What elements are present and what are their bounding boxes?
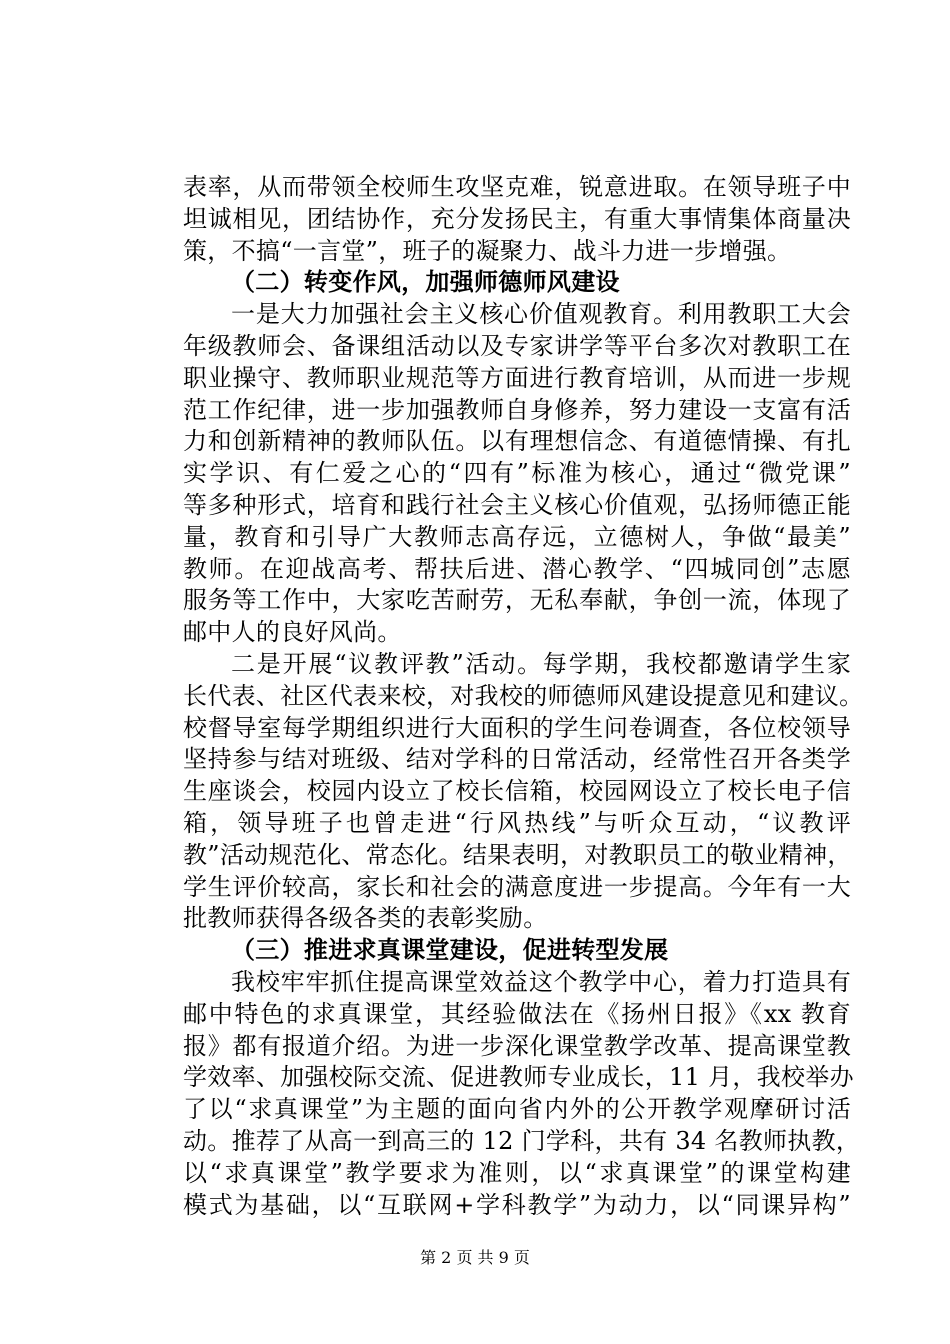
text-line: 二是开展“议教评教”活动。每学期，我校都邀请学生家 [231,649,851,678]
text-line: 邮中特色的求真课堂，其经验做法在《扬州日报》《xx 教育 [183,999,851,1028]
text-line: 教”活动规范化、常态化。结果表明，对教职员工的敬业精神， [183,840,852,869]
text-line: 报》都有报道介绍。为进一步深化课堂教学改革、提高课堂教 [183,1031,851,1060]
text-line: 以“求真课堂”教学要求为准则，以“求真课堂”的课堂构建 [183,1158,851,1187]
text-line: 动。推荐了从高一到高三的 12 门学科，共有 34 名教师执教， [183,1126,861,1155]
text-line: 年级教师会、备课组活动以及专家讲学等平台多次对教职工在 [183,331,851,360]
text-line: 校督导室每学期组织进行大面积的学生问卷调查，各位校领导 [183,713,851,742]
text-line: 等多种形式，培育和践行社会主义核心价值观，弘扬师德正能 [183,490,851,519]
text-line: 学效率、加强校际交流、促进教师专业成长，11 月，我校举办 [183,1063,854,1092]
text-line: 策，不搞“一言堂”，班子的凝聚力、战斗力进一步增强。 [183,236,792,265]
text-line: 批教师获得各级各类的表彰奖励。 [183,904,548,933]
text-line: 长代表、社区代表来校，对我校的师德师风建设提意见和建议。 [183,681,864,710]
text-line: 一是大力加强社会主义核心价值观教育。利用教职工大会 [231,300,851,329]
text-line: 坚持参与结对班级、结对学科的日常活动，经常性召开各类学 [183,745,851,774]
text-line: 教师。在迎战高考、帮扶后进、潜心教学、“四城同创”志愿 [183,554,851,583]
body-text [183,172,864,1221]
text-line: 表率，从而带领全校师生攻坚克难，锐意进取。在领导班子中 [183,173,851,201]
text-line: 职业操守、教师职业规范等方面进行教育培训，从而进一步规 [183,363,851,392]
text-line: 生座谈会，校园内设立了校长信箱，校园网设立了校长电子信 [183,777,851,806]
text-line: 学生评价较高，家长和社会的满意度进一步提高。今年有一大 [183,872,851,901]
text-line: 范工作纪律，进一步加强教师自身修养，努力建设一支富有活 [183,395,851,424]
text-line: 服务等工作中，大家吃苦耐劳，无私奉献，争创一流，体现了 [183,586,851,615]
text-line: 了以“求真课堂”为主题的面向省内外的公开教学观摩研讨活 [183,1095,851,1124]
section-heading: （二）转变作风，加强师德师风建设 [231,268,620,297]
text-line: 箱，领导班子也曾走进“行风热线”与听众互动，“议教评 [183,808,851,837]
text-line: 邮中人的良好风尚。 [183,618,402,647]
text-line: 坦诚相见，团结协作，充分发扬民主，有重大事情集体商量决 [183,204,851,233]
text-line: 量，教育和引导广大教师志高存远，立德树人，争做“最美” [183,522,851,551]
text-line: 我校牢牢抓住提高课堂效益这个教学中心，着力打造具有 [231,967,851,996]
section-heading: （三）推进求真课堂建设，促进转型发展 [231,936,669,965]
text-line: 实学识、有仁爱之心的“四有”标准为核心，通过“微党课” [183,459,851,488]
page-number-footer: 第 2 页 共 9 页 [420,1248,530,1267]
text-line: 力和创新精神的教师队伍。以有理想信念、有道德情操、有扎 [183,427,851,456]
text-line: 模式为基础，以“互联网+学科教学”为动力，以“同课异构” [183,1190,851,1219]
